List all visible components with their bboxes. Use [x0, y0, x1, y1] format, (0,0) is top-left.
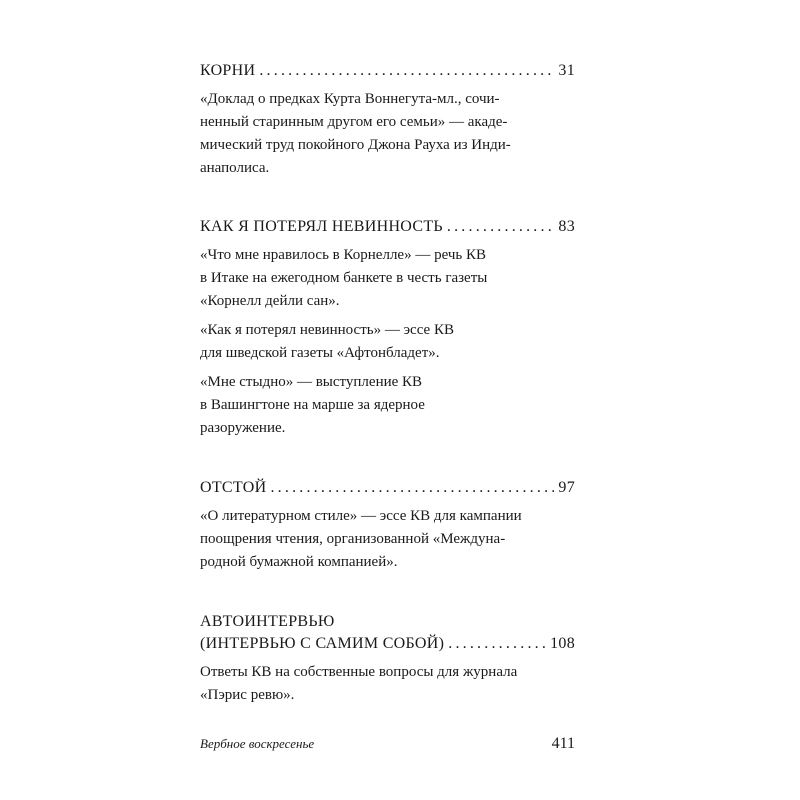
text-line: «Как я потерял невинность» — эссе КВ	[200, 322, 454, 338]
text-line: в Итаке на ежегодном банкете в честь газеты	[200, 270, 488, 286]
toc-entry-lost-innocence	[200, 216, 575, 446]
text-line: «Что мне нравилось в Корнелле» — речь КВ	[200, 247, 487, 263]
toc-title: КОРНИ	[200, 62, 256, 79]
toc-page-number: 97	[558, 479, 575, 496]
toc-entry-sucks	[200, 477, 575, 580]
description-paragraph	[200, 319, 575, 365]
toc-title-first-line: АВТОИНТЕРВЬЮ	[200, 613, 335, 630]
text-line: «Пэрис ревю».	[200, 687, 295, 703]
text-line: поощрения чтения, организованной «Междуна-	[200, 531, 506, 547]
text-line: анаполиса.	[200, 160, 270, 176]
toc-entry-self-interview	[200, 611, 575, 713]
entry-description	[200, 661, 575, 707]
toc-title: (ИНТЕРВЬЮ С САМИМ СОБОЙ)	[200, 635, 445, 652]
text-line: «Мне стыдно» — выступление КВ	[200, 374, 423, 390]
description-paragraph	[200, 88, 575, 180]
text-line: разоружение.	[200, 420, 286, 436]
entry-description	[200, 88, 575, 180]
entry-description	[200, 505, 575, 574]
toc-title: ОТСТОЙ	[200, 479, 267, 496]
entry-description	[200, 244, 575, 440]
description-paragraph	[200, 371, 575, 440]
toc-line	[200, 633, 575, 655]
text-line: ненный старинным другом его семьи» — акаде-	[200, 114, 508, 130]
dot-leader	[447, 216, 555, 238]
page-footer	[200, 735, 575, 753]
dot-leader	[448, 633, 546, 655]
text-line: «Корнелл дейли сан».	[200, 293, 340, 309]
text-line: родной бумажной компанией».	[200, 554, 398, 570]
page-number: 411	[551, 735, 575, 752]
running-title: Вербное воскресенье	[200, 736, 315, 751]
toc-page-number: 83	[558, 218, 575, 235]
text-line: для шведской газеты «Афтонбладет».	[200, 345, 440, 361]
toc-title: КАК Я ПОТЕРЯЛ НЕВИННОСТЬ	[200, 218, 443, 235]
toc-page-number: 31	[558, 62, 575, 79]
description-paragraph	[200, 244, 575, 313]
toc-line	[200, 216, 575, 238]
text-line: мический труд покойного Джона Рауха из Инди-	[200, 137, 511, 153]
text-line: «Доклад о предках Курта Воннегута-мл., сочи-	[200, 91, 500, 107]
dot-leader	[270, 477, 554, 499]
toc-line	[200, 60, 575, 82]
toc-entry-roots	[200, 60, 575, 186]
text-line: в Вашингтоне на марше за ядерное	[200, 397, 425, 413]
text-line: Ответы КВ на собственные вопросы для журнала	[200, 664, 518, 680]
toc-line	[200, 477, 575, 499]
dot-leader	[259, 60, 554, 82]
description-paragraph	[200, 661, 575, 707]
text-line: «О литературном стиле» — эссе КВ для кампании	[200, 508, 522, 524]
description-paragraph	[200, 505, 575, 574]
toc-page-number: 108	[550, 635, 575, 652]
